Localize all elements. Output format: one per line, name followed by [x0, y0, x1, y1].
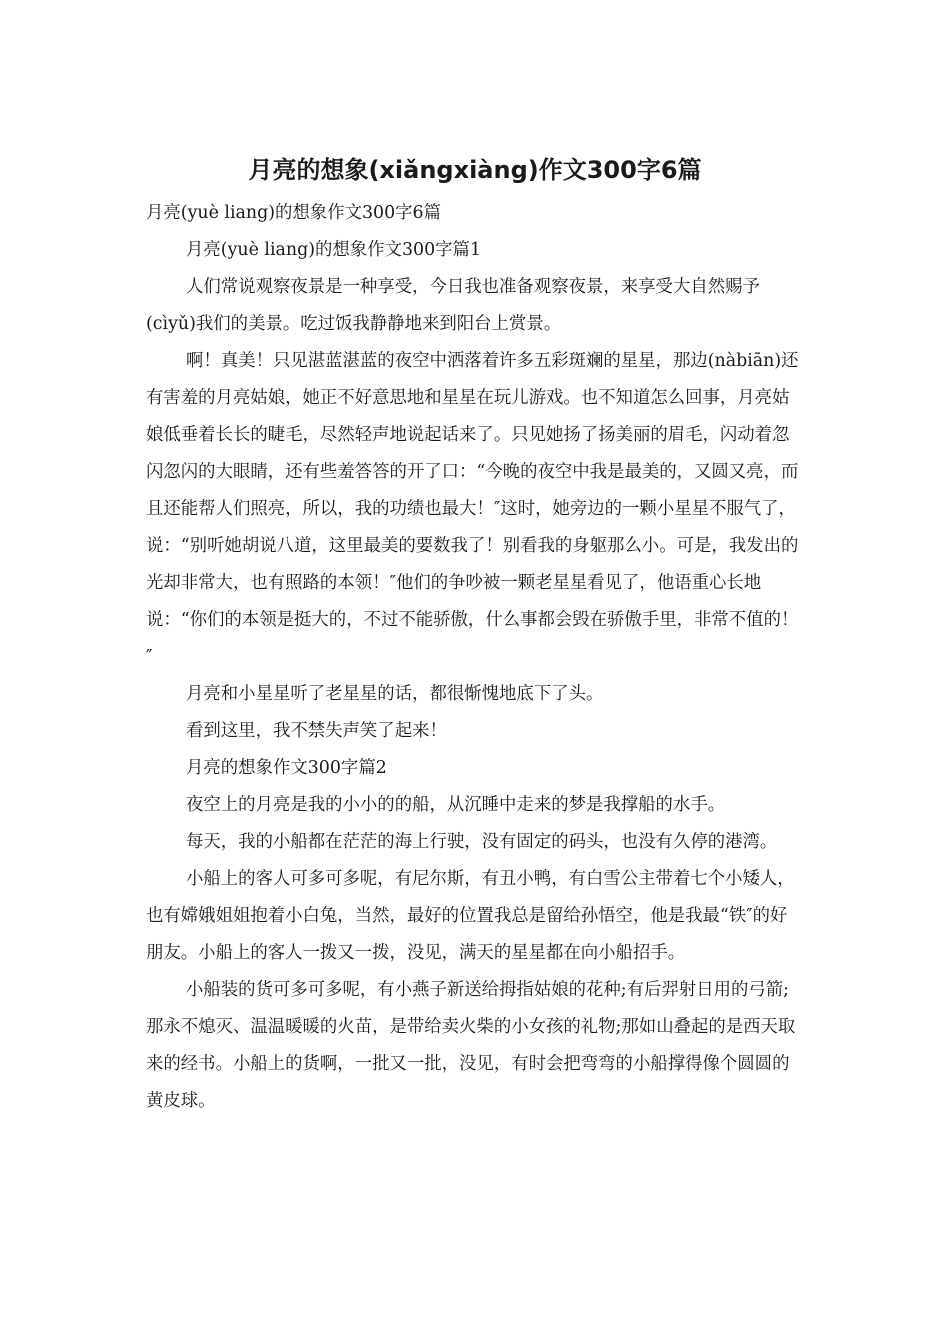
paragraph: 啊！真美！只见湛蓝湛蓝的夜空中洒落着许多五彩斑斓的星星，那边(nàbiān)还有害羞的月亮姑娘，她正不好意思地和星星在玩儿游戏。也不知道怎么回事，月亮姑娘低垂着长长的睫毛，尽然轻声地说起话来了。只见她扬了扬美丽的眉毛，闪动着忽闪忽闪的大眼睛，还有些羞答答的开了口：“今晚的夜空中我是最美的，又圆又亮，而且还能帮人们照亮，所以，我的功绩也最大！″这时，她旁边的一颗小星星不服气了，说：“别听她胡说八道，这里最美的要数我了！别看我的身躯那么小。可是，我发出的光却非常大，也有照路的本领！″他们的争吵被一颗老星星看见了，他语重心长地说：“你们的本领是挺大的，不过不能骄傲，什么事都会毁在骄傲手里，非常不值的！″ [146, 351, 799, 667]
document-body [146, 195, 804, 1120]
paragraph: 月亮和小星星听了老星星的话，都很惭愧地底下了头。 [186, 684, 604, 704]
paragraph: 夜空上的月亮是我的小小的的船，从沉睡中走来的梦是我撑船的水手。 [186, 795, 726, 815]
paragraph: 每天，我的小船都在茫茫的海上行驶，没有固定的码头，也没有久停的港湾。 [186, 832, 778, 852]
subtitle-line: 月亮(yuè liang)的想象作文300字6篇 [146, 203, 442, 223]
paragraph: 人们常说观察夜景是一种享受，今日我也准备观察夜景，来享受大自然赐予(cìyǔ)我们的美景。吃过饭我静静地来到阳台上赏景。 [146, 277, 760, 334]
paragraph: 小船上的客人可多可多呢，有尼尔斯，有丑小鸭，有白雪公主带着七个小矮人，也有嫦娥姐姐抱着小白兔，当然，最好的位置我总是留给孙悟空，他是我最“铁″的好朋友。小船上的客人一拨又一拨，没见，满天的星星都在向小船招手。 [146, 869, 795, 963]
section-heading-1: 月亮(yuè liang)的想象作文300字篇1 [186, 240, 482, 260]
paragraph: 小船装的货可多可多呢，有小燕子新送给拇指姑娘的花种;有后羿射日用的弓箭;那永不熄灭、温温暖暖的火苗，是带给卖火柴的小女孩的礼物;那如山叠起的是西天取来的经书。小船上的货啊，一批又一批，没见，有时会把弯弯的小船撑得像个圆圆的黄皮球。 [146, 980, 796, 1111]
document-title: 月亮的想象(xiǎngxiàng)作文300字6篇 [248, 156, 702, 184]
paragraph: 看到这里，我不禁失声笑了起来！ [186, 721, 447, 741]
section-heading-2: 月亮的想象作文300字篇2 [186, 758, 387, 778]
